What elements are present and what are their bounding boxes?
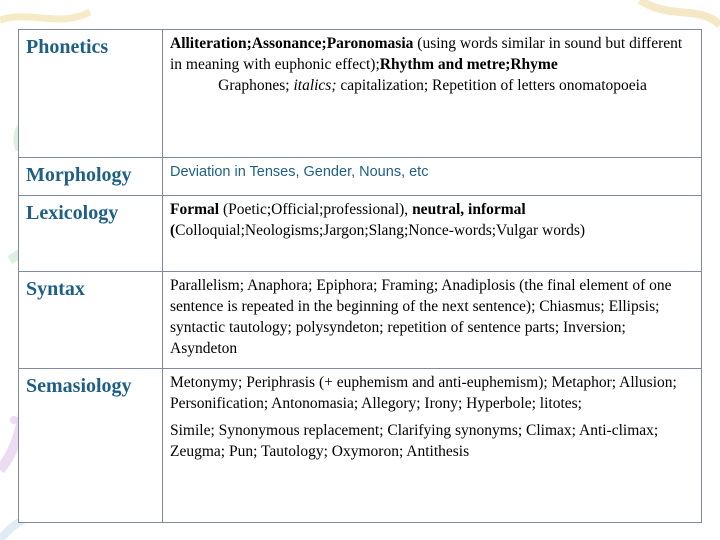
table-row [19,272,702,369]
term-phonetics: Phonetics [19,30,163,158]
table-row [19,30,702,158]
table-row [19,196,702,272]
desc-lexicology [163,196,702,272]
phonetics-text-2: Graphones; [218,77,294,94]
desc-phonetics [163,30,702,158]
phonetics-bold-2: Rhythm and metre;Rhyme [379,56,558,73]
term-semasiology: Semasiology [19,369,163,523]
phonetics-italic: italics; [293,77,337,94]
morphology-text: Deviation in Tenses, Gender, Nouns, etc [170,164,429,180]
lexicology-bold-2: neutral, informal [412,201,526,218]
lexicology-text-1: (Poetic;Official;professional), [219,201,413,218]
lexicology-bold-3: ( [170,222,176,239]
semasiology-text-1: Metonymy; Periphrasis (+ euphemism and anti-euphemism); Metaphor; Allusion; Personification; Antonomasia; Allegory; Irony; Hyperbole; litotes; [170,374,677,412]
phonetics-bold-1: Alliteration;Assonance;Paronomasia [170,35,414,52]
table-row [19,369,702,523]
desc-syntax: Parallelism; Anaphora; Epiphora; Framing; Anadiplosis (the final element of one sentence is repeated in the beginning of the next sentence); Chiasmus; Ellipsis; syntactic tautology; polysyndeton; repetition of sentence parts; Inversion; Asyndeton [163,272,702,369]
phonetics-text-1: (using words similar in sound but different in meaning with euphonic effect); [170,35,683,73]
term-syntax: Syntax [19,272,163,369]
desc-morphology [163,158,702,196]
phonetics-text-3: capitalization; Repetition of letters onomatopoeia [336,77,647,94]
table-row [19,158,702,196]
semasiology-text-2: Simile; Synonymous replacement; Clarifying synonyms; Climax; Anti-climax; Zeugma; Pun; Tautology; Oxymoron; Antithesis [170,422,659,460]
stylistics-table [18,29,702,523]
term-morphology: Morphology [19,158,163,196]
term-lexicology: Lexicology [19,196,163,272]
desc-semasiology [163,369,702,523]
lexicology-bold-1: Formal [170,201,220,218]
lexicology-text-2: Colloquial;Neologisms;Jargon;Slang;Nonce-words;Vulgar words) [175,222,586,239]
